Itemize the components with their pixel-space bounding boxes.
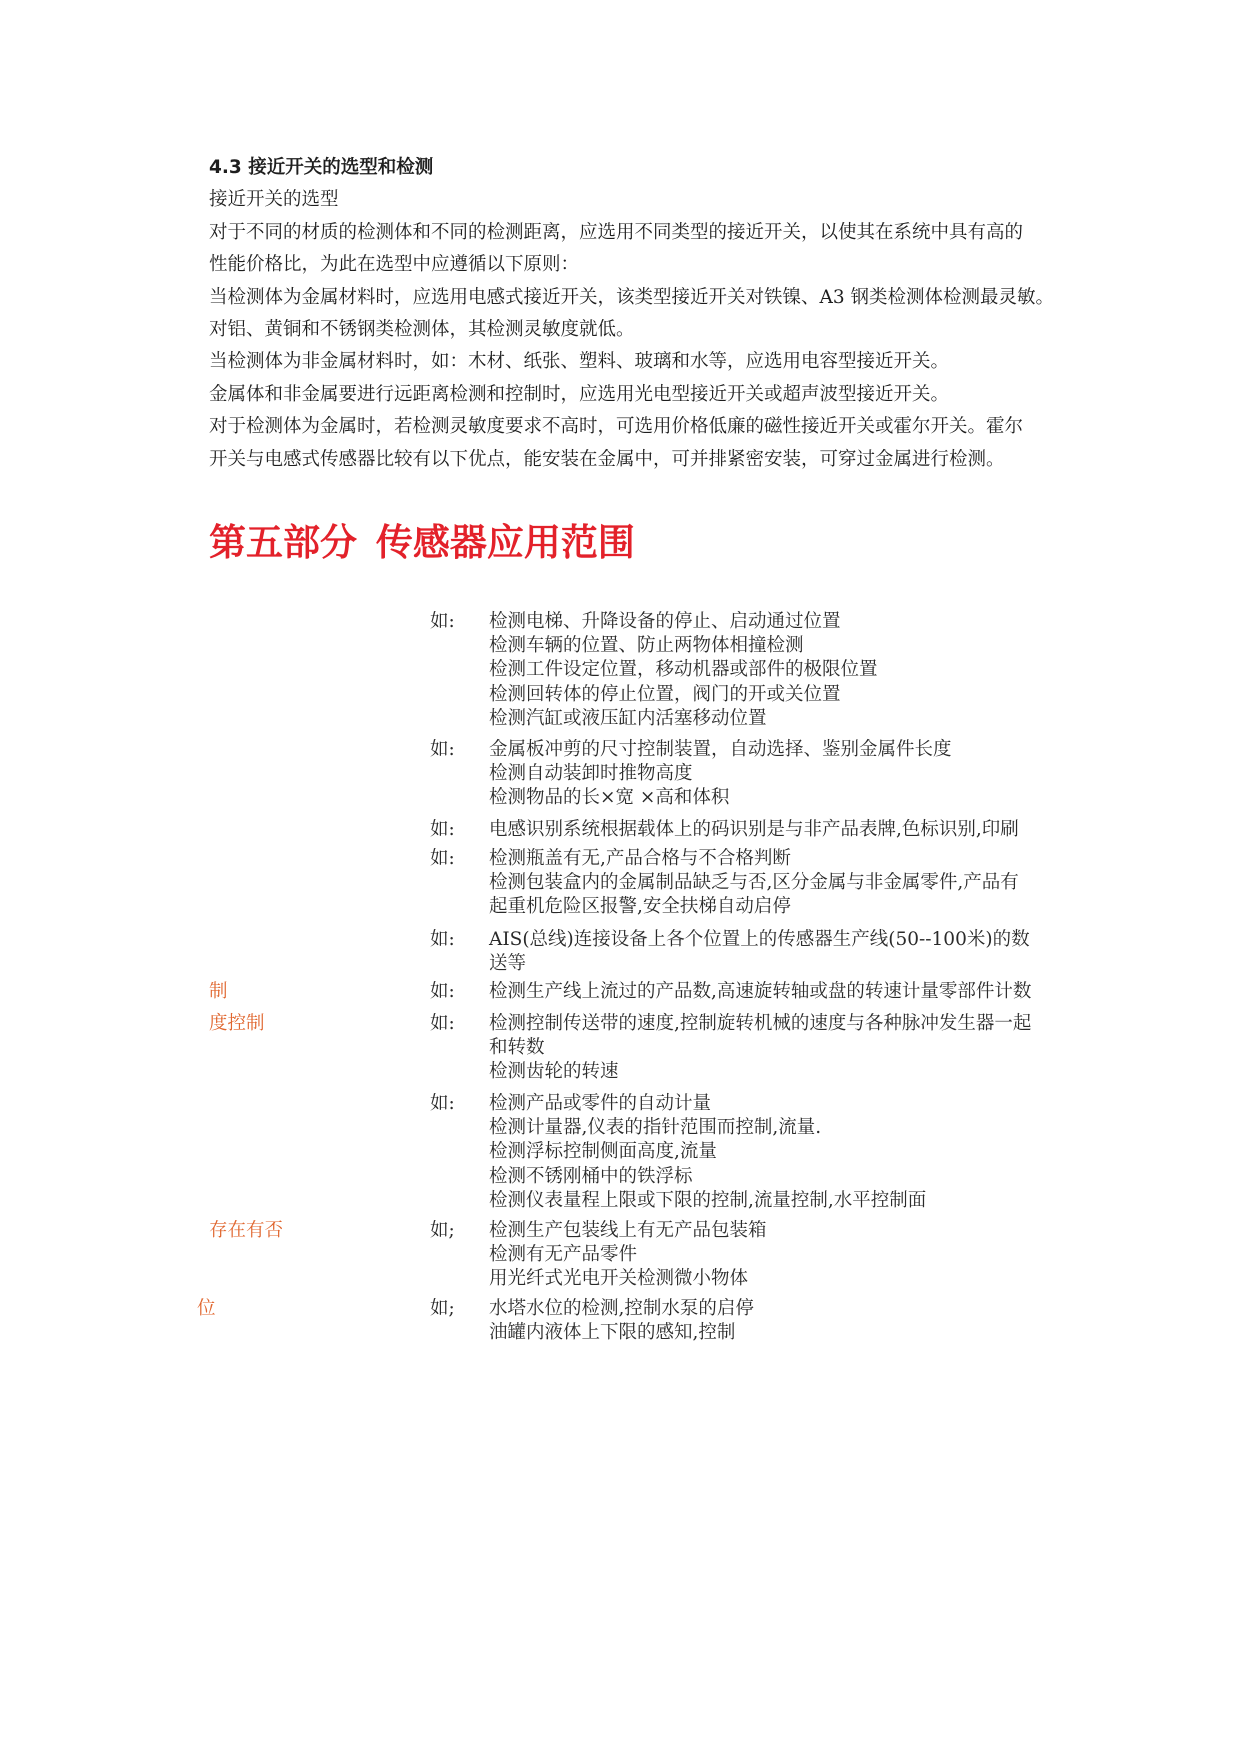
body-line: 对于不同的材质的检测体和不同的检测距离，应选用不同类型的接近开关，以使其在系统中具有高的 — [209, 221, 1024, 243]
row-prefix: 如: — [430, 848, 455, 869]
body-line: 金属体和非金属要进行远距离检测和控制时，应选用光电型接近开关或超声波型接近开关。 — [209, 383, 950, 405]
row-line: 用光纤式光电开关检测微小物体 — [489, 1268, 749, 1290]
row-line: 金属板冲剪的尺寸控制装置，自动选择、鉴别金属件长度 — [489, 739, 952, 760]
row-prefix: 如: — [430, 929, 455, 950]
row-lines — [489, 818, 1030, 842]
row-line: 检测产品或零件的自动计量 — [489, 1093, 712, 1114]
body-line: 性能价格比，为此在选型中应遵循以下原则： — [209, 254, 580, 276]
body-line: 开关与电感式传感器比较有以下优点，能安装在金属中，可并排紧密安装，可穿过金属进行检测。 — [209, 448, 1005, 470]
row-line: AIS(总线)连接设备上各个位置上的传感器生产线(50--100米)的数 — [489, 929, 1030, 950]
row-label: 存在有否 — [209, 1220, 284, 1241]
row-line: 检测回转体的停止位置，阀门的开或关位置 — [489, 683, 841, 705]
row-lines — [489, 1092, 1030, 1213]
row-prefix: 如: — [430, 981, 455, 1002]
row-lines — [489, 738, 1030, 811]
row-line: 检测浮标控制侧面高度,流量 — [489, 1141, 717, 1163]
row-lines — [489, 610, 1030, 731]
section-subheading: 接近开关的选型 — [209, 189, 339, 211]
row-lines — [489, 1219, 1030, 1292]
row-lines — [489, 928, 1030, 976]
row-label: 位 — [197, 1298, 216, 1319]
row-line: 检测自动装卸时推物高度 — [489, 763, 693, 785]
row-lines — [489, 847, 1030, 920]
row-line: 检测电梯、升降设备的停止、启动通过位置 — [489, 611, 841, 632]
row-line: 电感识别系统根据载体上的码识别是与非产品表牌,色标识别,印刷 — [489, 819, 1019, 840]
row-prefix: 如: — [430, 739, 455, 760]
row-line: 检测生产线上流过的产品数,高速旋转轴或盘的转速计量零部件计数 — [489, 981, 1032, 1002]
row-line: 检测齿轮的转速 — [489, 1061, 619, 1083]
row-label: 度控制 — [209, 1013, 265, 1034]
row-line: 检测生产包装线上有无产品包装箱 — [489, 1220, 767, 1241]
row-prefix: 如: — [430, 1013, 455, 1034]
row-line: 检测包装盒内的金属制品缺乏与否,区分金属与非金属零件,产品有 — [489, 872, 1019, 894]
row-prefix: 如; — [430, 1220, 455, 1241]
row-line: 检测瓶盖有无,产品合格与不合格判断 — [489, 848, 791, 869]
row-line: 检测不锈刚桶中的铁浮标 — [489, 1165, 693, 1187]
section-4-3 — [209, 152, 1055, 476]
content-area — [197, 0, 1055, 1754]
row-line: 检测工件设定位置，移动机器或部件的极限位置 — [489, 659, 878, 681]
body-line: 当检测体为金属材料时，应选用电感式接近开关，该类型接近开关对铁镍、A3 钢类检测体检测最灵敏。 — [209, 286, 1055, 308]
body-line: 对铝、黄铜和不锈钢类检测体，其检测灵敏度就低。 — [209, 318, 635, 340]
row-line: 检测仪表量程上限或下限的控制,流量控制,水平控制面 — [489, 1189, 927, 1211]
body-line: 当检测体为非金属材料时，如：木材、纸张、塑料、玻璃和水等，应选用电容型接近开关。 — [209, 351, 950, 373]
row-line: 检测控制传送带的速度,控制旋转机械的速度与各种脉冲发生器一起 — [489, 1013, 1032, 1034]
row-prefix: 如; — [430, 1298, 455, 1319]
row-prefix: 如: — [430, 611, 455, 632]
row-label: 制 — [209, 981, 228, 1002]
row-line: 检测计量器,仪表的指针范围而控制,流量. — [489, 1117, 822, 1139]
row-prefix: 如: — [430, 819, 455, 840]
row-line: 检测汽缸或液压缸内活塞移动位置 — [489, 707, 767, 729]
row-lines — [489, 980, 1030, 1004]
row-lines — [489, 1012, 1030, 1085]
row-line: 和转数 — [489, 1037, 545, 1059]
section-heading: 4.3 接近开关的选型和检测 — [209, 157, 434, 178]
row-line: 油罐内液体上下限的感知,控制 — [489, 1322, 736, 1344]
row-line: 水塔水位的检测,控制水泵的启停 — [489, 1298, 754, 1319]
row-prefix: 如: — [430, 1093, 455, 1114]
body-line: 对于检测体为金属时，若检测灵敏度要求不高时，可选用价格低廉的磁性接近开关或霍尔开关。霍尔 — [209, 416, 1024, 438]
row-line: 送等 — [489, 953, 527, 975]
row-line: 检测物品的长×宽 ×高和体积 — [489, 787, 730, 809]
row-line: 起重机危险区报警,安全扶梯自动启停 — [489, 896, 791, 918]
row-lines — [489, 1297, 1030, 1345]
part-title: 第五部分 传感器应用范围 — [209, 521, 635, 564]
row-line: 检测有无产品零件 — [489, 1244, 638, 1266]
row-line: 检测车辆的位置、防止两物体相撞检测 — [489, 635, 804, 657]
